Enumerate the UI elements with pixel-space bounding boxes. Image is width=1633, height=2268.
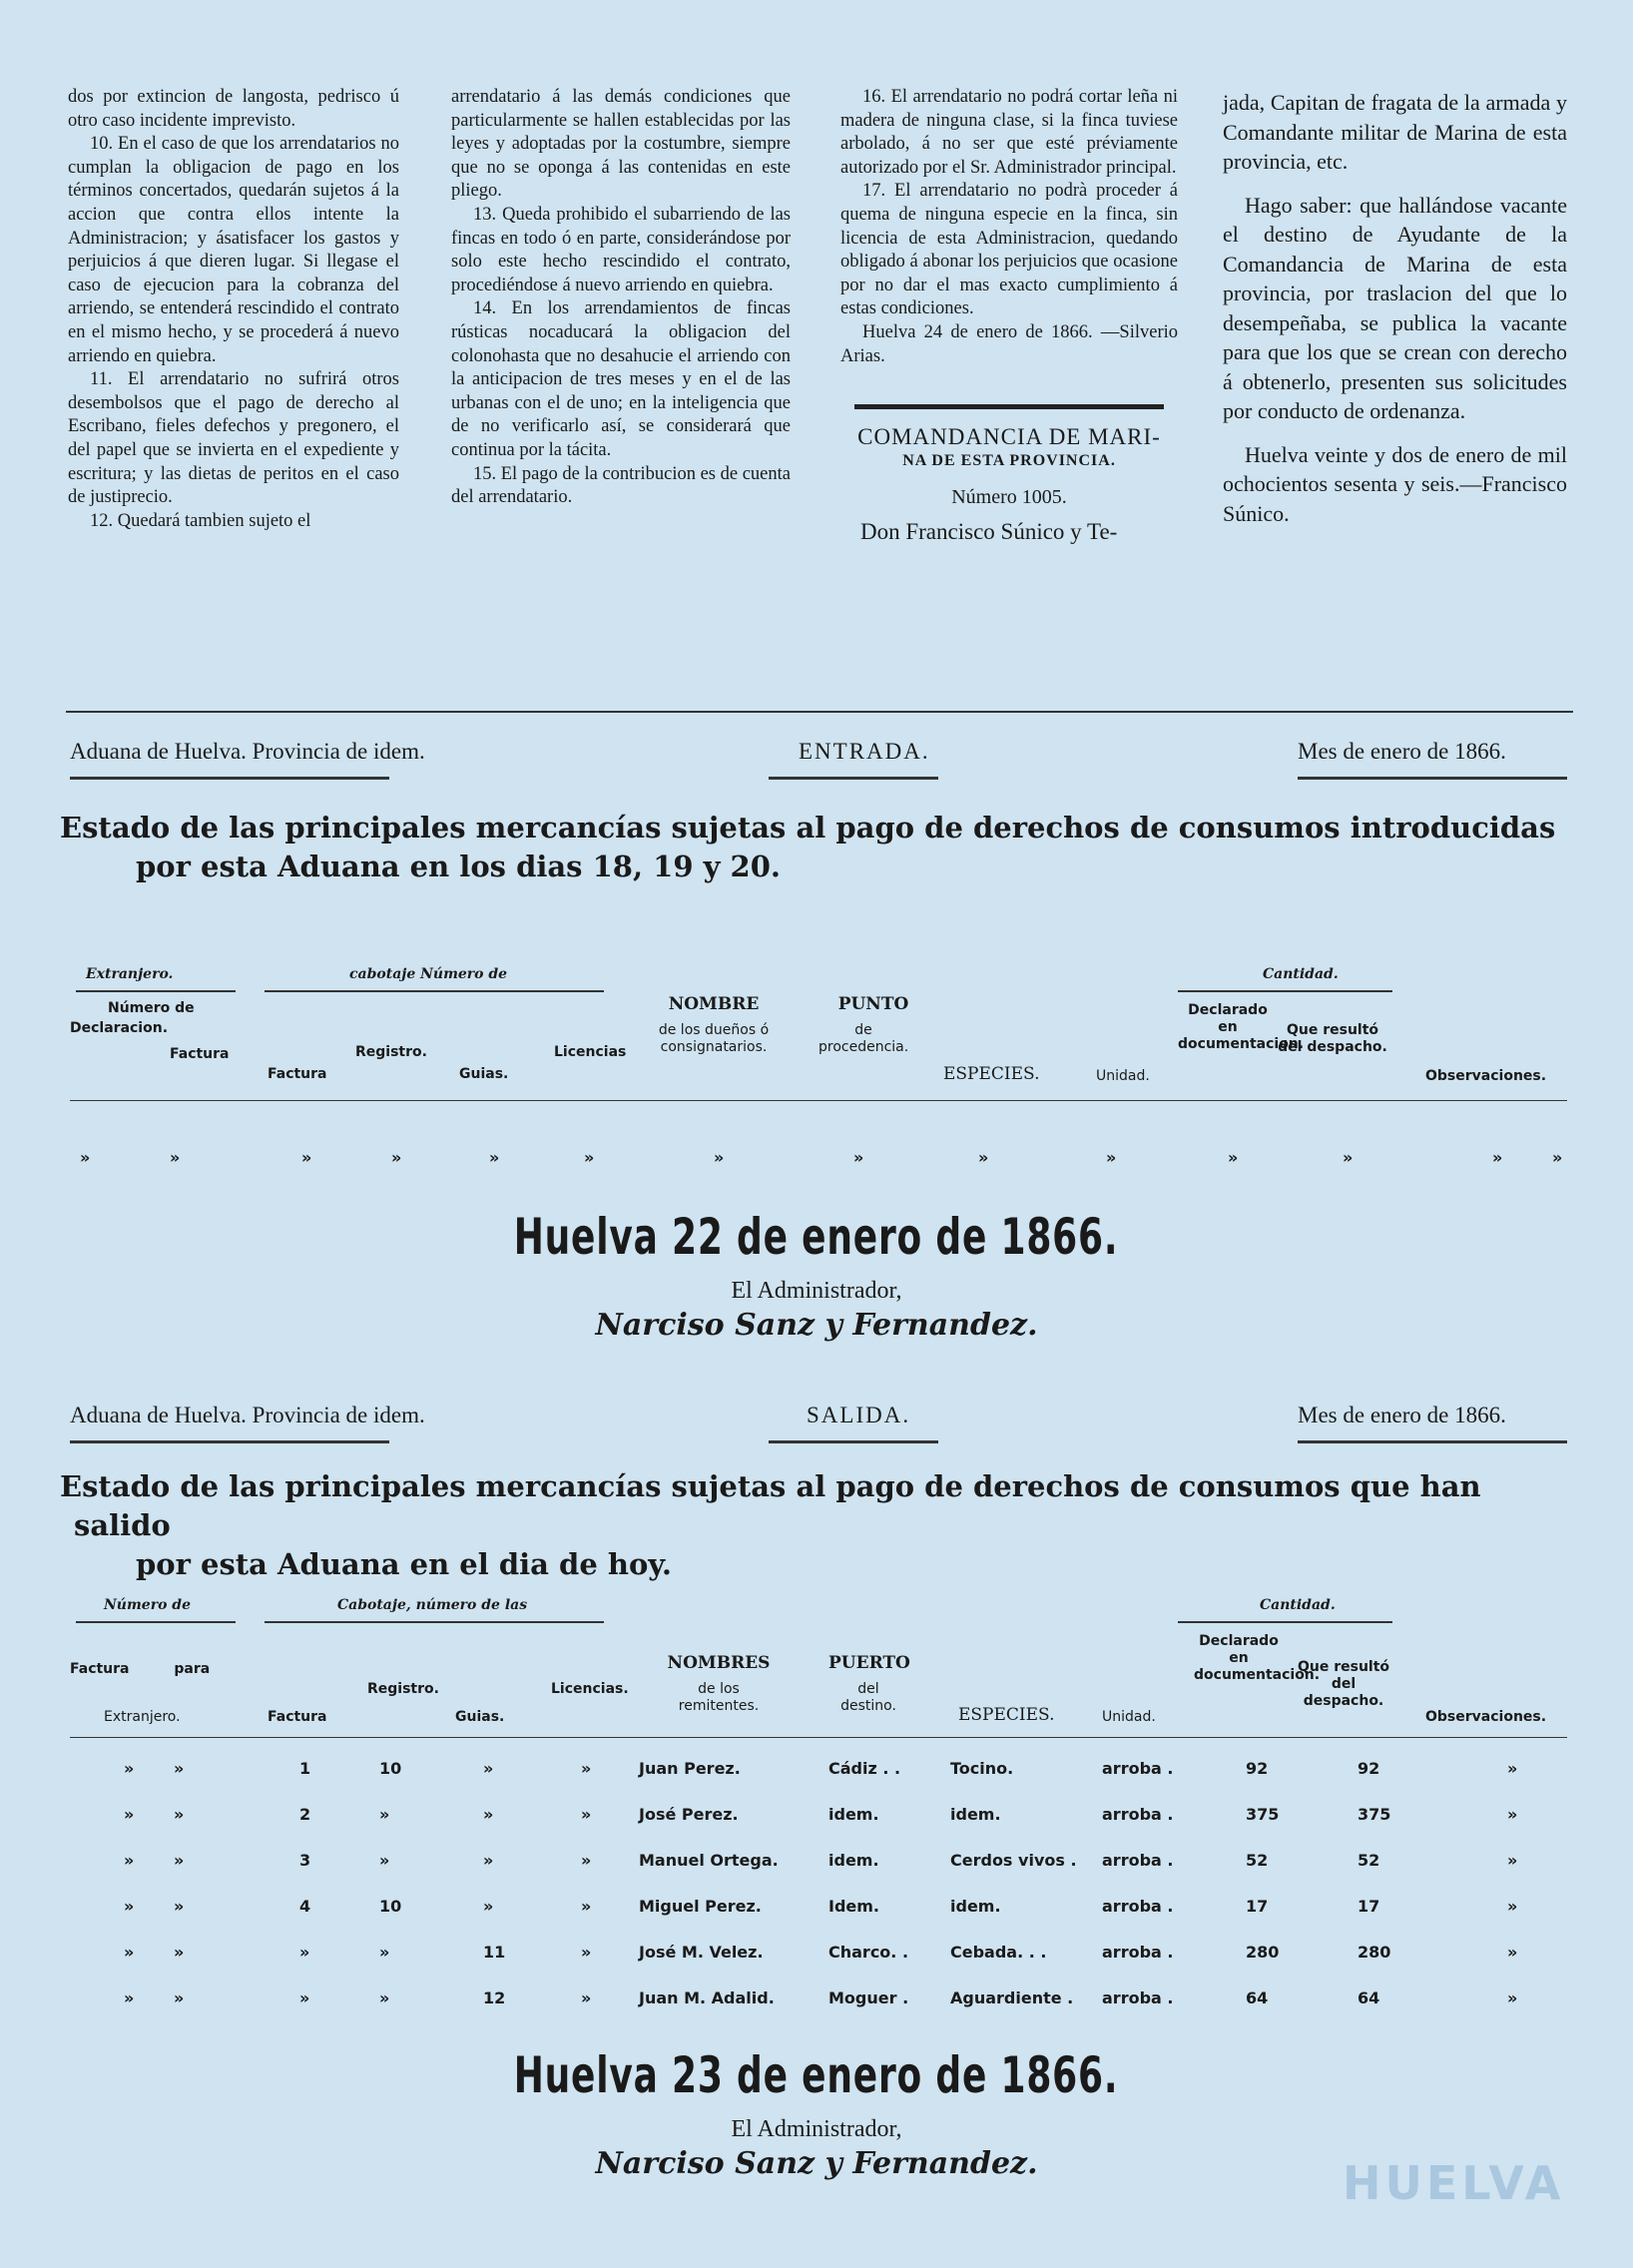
column-1 (68, 86, 399, 533)
col3-tail: Don Francisco Súnico y Te- (860, 518, 1118, 544)
table-cell: » (483, 1759, 494, 1778)
section-divider (854, 404, 1164, 409)
th-declarado: Declarado en documentacion. (1178, 1002, 1305, 1052)
table-cell: Aguardiente . (950, 1988, 1074, 2007)
decree-number: Número 1005. (951, 486, 1067, 509)
table-cell: 375 (1358, 1805, 1391, 1824)
th-factura: Factura (170, 1046, 230, 1062)
rule (1298, 1440, 1567, 1443)
col2-para: 13. Queda prohibido el subarriendo de las fincas en todo ó en parte, considerándose por solo este hecho rescindido el contrato, procediéndose á nuevo arriendo en quiebra. (451, 204, 791, 295)
table-cell: » (853, 1148, 864, 1167)
table-cell: » (124, 1897, 135, 1916)
table-cell: Cádiz . . (828, 1759, 901, 1778)
col3-para: Huelva 24 de enero de 1866. —Silverio Arias. (840, 321, 1178, 366)
salida-mes: Mes de enero de 1866. (1298, 1403, 1506, 1427)
th-punto-sub: de procedencia. (818, 1022, 909, 1055)
rule (76, 990, 236, 992)
th-unidad: Unidad. (1096, 1068, 1150, 1084)
table-cell: » (1507, 1943, 1518, 1962)
table-cell: arroba . (1102, 1759, 1174, 1778)
salida-title-line2: por esta Aduana en el dia de hoy. (136, 1547, 672, 1581)
th-factura-para: Factura para (70, 1661, 211, 1677)
col2-para: 14. En los arrendamientos de fincas rústicas nocaducará la obligacion del colonohasta que no desahucie el arriendo con la anticipacion de tres meses y en el de las urbanas con el de uno; en la inteligencia que de no verificarlo así, se considerará que continua por la tácita. (451, 298, 791, 460)
table-cell: idem. (950, 1897, 1001, 1916)
table-cell: » (124, 1851, 135, 1870)
th-registro: Registro. (355, 1044, 427, 1060)
table-cell: 92 (1246, 1759, 1269, 1778)
salida-title (60, 1467, 1581, 1584)
th-resulto: Que resultó del despacho. (1278, 1022, 1387, 1055)
entrada-mes: Mes de enero de 1866. (1298, 739, 1506, 764)
entrada-administrador: El Administrador, (731, 1278, 902, 1304)
table-cell: 3 (299, 1851, 311, 1870)
table-cell: » (391, 1148, 402, 1167)
th-especies: ESPECIES. (958, 1705, 1055, 1725)
th-registro: Registro. (367, 1681, 439, 1697)
entrada-title-line2: por esta Aduana en los dias 18, 19 y 20. (136, 850, 782, 883)
table-cell: » (174, 1805, 185, 1824)
table-cell: 1 (299, 1759, 311, 1778)
th-resulto: Que resultó del despacho. (1297, 1659, 1390, 1709)
table-cell: » (581, 1851, 592, 1870)
table-cell: » (174, 1897, 185, 1916)
col1-para: 11. El arrendatario no sufrirá otros desembolsos que el pago de derecho al Escribano, fieles defechos y pregonero, el del papel que se invierta en el expediente y escritura; y las dietas de peritos en el caso de justiprecio. (68, 369, 399, 508)
col3-para: 16. El arrendatario no podrá cortar leña ni madera de ninguna clase, si la finca tuviese arbolado, á no ser que esté préviamente autorizado por el Sr. Administrador principal. (840, 87, 1178, 178)
table-cell: 375 (1246, 1805, 1280, 1824)
col3-para: 17. El arrendatario no podrà proceder á quema de ninguna especie en la finca, sin licencia de esta Administracion, quedando obligado á abonar los perjuicios que ocasione por no dar el mas exacto cumplimiento á estas condiciones. (840, 181, 1178, 319)
entrada-fecha-text: Huelva 22 de enero de 1866. (514, 1208, 1119, 1266)
table-cell: » (124, 1943, 135, 1962)
col2-para: 15. El pago de la contribucion es de cuenta del arrendatario. (451, 463, 791, 508)
table-cell: » (379, 1805, 390, 1824)
table-cell: » (170, 1148, 181, 1167)
col1-para: 12. Quedará tambien sujeto el (90, 510, 311, 531)
table-cell: idem. (950, 1805, 1001, 1824)
table-cell: arroba . (1102, 1943, 1174, 1962)
table-cell: 280 (1246, 1943, 1280, 1962)
table-cell: » (1507, 1759, 1518, 1778)
table-cell: arroba . (1102, 1851, 1174, 1870)
th-cantidad: Cantidad. (1263, 966, 1339, 982)
salida-title-line1: Estado de las principales mercancías sujetas al pago de derechos de consumos que han salido (60, 1469, 1481, 1542)
col1-para: dos por extincion de langosta, pedrisco ú otro caso incidente imprevisto. (68, 87, 399, 131)
th-cabotaje: cabotaje Número de (349, 966, 508, 982)
th-licencias: Licencias (554, 1044, 627, 1060)
table-cell: Idem. (828, 1897, 880, 1916)
rule (1178, 1621, 1392, 1623)
separator-line (66, 711, 1573, 713)
table-cell: » (581, 1988, 592, 2007)
table-cell: » (299, 1943, 310, 1962)
table-cell: arroba . (1102, 1805, 1174, 1824)
th-cabotaje: Cabotaje, número de las (337, 1597, 528, 1613)
table-cell: Charco. . (828, 1943, 909, 1962)
rule (70, 777, 389, 780)
table-cell: Tocino. (950, 1759, 1014, 1778)
rule (769, 777, 938, 780)
table-cell: » (301, 1148, 312, 1167)
table-cell: 17 (1358, 1897, 1380, 1916)
table-cell: José Perez. (639, 1805, 739, 1824)
table-cell: » (581, 1805, 592, 1824)
table-cell: Cerdos vivos . (950, 1851, 1077, 1870)
th-licencias: Licencias. (551, 1681, 629, 1697)
rule (70, 1100, 1567, 1101)
table-cell: Juan M. Adalid. (639, 1988, 775, 2007)
th-nombres-sub: de los remitentes. (678, 1681, 760, 1714)
table-cell: arroba . (1102, 1897, 1174, 1916)
table-cell: » (124, 1805, 135, 1824)
salida-fecha-text: Huelva 23 de enero de 1866. (514, 2046, 1119, 2104)
rule (70, 1737, 1567, 1738)
column-3 (840, 86, 1178, 544)
salida-tipo: SALIDA. (807, 1403, 911, 1427)
entrada-firma: Narciso Sanz y Fernandez. (595, 1308, 1038, 1343)
table-cell: » (978, 1148, 989, 1167)
table-cell: » (1507, 1805, 1518, 1824)
table-cell: 17 (1246, 1897, 1269, 1916)
table-cell: Miguel Perez. (639, 1897, 762, 1916)
th-nombres: NOMBRES (667, 1653, 771, 1673)
th-observaciones: Observaciones. (1425, 1068, 1547, 1084)
th-observaciones: Observaciones. (1425, 1709, 1547, 1725)
table-cell: » (299, 1988, 310, 2007)
table-cell: 4 (299, 1897, 311, 1916)
th-factura: Factura (268, 1709, 327, 1725)
col4-para: jada, Capitan de fragata de la armada y Comandante militar de Marina de esta provincia, etc. (1223, 90, 1567, 174)
table-cell: » (174, 1851, 185, 1870)
table-cell: » (483, 1805, 494, 1824)
th-declarado: Declarado en documentacion. (1194, 1633, 1321, 1683)
th-numero-de: Número de (104, 1597, 191, 1613)
table-cell: arroba . (1102, 1988, 1174, 2007)
salida-firma: Narciso Sanz y Fernandez. (595, 2146, 1038, 2181)
salida-fecha (0, 2046, 1633, 2104)
table-cell: » (489, 1148, 500, 1167)
rule (70, 1440, 389, 1443)
col4-para: Hago saber: que hallándose vacante el destino de Ayudante de la Comandancia de Marina de esta provincia, por traslacion del que lo desempeñaba, se publica la vacante para que los que se crean con derecho á obtenerlo, presenten sus solicitudes por conducto de ordenanza. (1223, 192, 1567, 423)
th-nombre-sub: de los dueños ó consignatarios. (658, 1022, 770, 1055)
table-cell: » (174, 1988, 185, 2007)
table-cell: 10 (379, 1759, 402, 1778)
rule (265, 1621, 604, 1623)
table-cell: » (1228, 1148, 1239, 1167)
rule (1178, 990, 1392, 992)
table-cell: Juan Perez. (639, 1759, 741, 1778)
rule (76, 1621, 236, 1623)
table-cell: » (124, 1988, 135, 2007)
table-cell: idem. (828, 1805, 879, 1824)
table-cell: » (124, 1759, 135, 1778)
table-cell: 52 (1246, 1851, 1269, 1870)
th-unidad: Unidad. (1102, 1709, 1156, 1725)
th-puerto: PUERTO (828, 1653, 910, 1673)
col4-para: Huelva veinte y dos de enero de mil ochocientos sesenta y seis.—Francisco Súnico. (1223, 441, 1567, 526)
table-cell: Moguer . (828, 1988, 909, 2007)
table-cell: » (174, 1759, 185, 1778)
table-cell: » (1552, 1148, 1563, 1167)
entrada-fecha (0, 1208, 1633, 1266)
entrada-title-line1: Estado de las principales mercancías sujetas al pago de derechos de consumos introducidas (60, 811, 1556, 845)
th-extranjero: Extranjero. (104, 1709, 181, 1725)
rule (769, 1440, 938, 1443)
entrada-tipo: ENTRADA. (799, 739, 930, 764)
table-cell: » (1507, 1988, 1518, 2007)
table-cell: » (581, 1943, 592, 1962)
table-cell: » (1106, 1148, 1117, 1167)
th-declaracion: Declaracion. (70, 1020, 169, 1036)
table-cell: » (1507, 1851, 1518, 1870)
salida-aduana: Aduana de Huelva. Provincia de idem. (70, 1403, 425, 1427)
table-cell: » (379, 1988, 390, 2007)
table-cell: José M. Velez. (639, 1943, 764, 1962)
table-cell: » (1343, 1148, 1354, 1167)
th-extranjero: Extranjero. (86, 966, 174, 982)
entrada-aduana: Aduana de Huelva. Provincia de idem. (70, 739, 425, 764)
th-guias: Guias. (455, 1709, 505, 1725)
table-cell: » (379, 1943, 390, 1962)
table-cell: 10 (379, 1897, 402, 1916)
salida-administrador: El Administrador, (731, 2116, 902, 2142)
table-cell: » (1492, 1148, 1503, 1167)
table-cell: » (174, 1943, 185, 1962)
table-cell: 280 (1358, 1943, 1391, 1962)
table-cell: Manuel Ortega. (639, 1851, 779, 1870)
th-factura-cab: Factura (268, 1066, 327, 1082)
library-stamp: HUELVA (1343, 2156, 1565, 2210)
table-cell: » (584, 1148, 595, 1167)
section-title: COMANDANCIA DE MARI- (857, 424, 1161, 450)
table-cell: 92 (1358, 1759, 1380, 1778)
table-cell: » (483, 1851, 494, 1870)
column-4 (1223, 88, 1567, 528)
entrada-title (60, 809, 1581, 886)
table-cell: » (1507, 1897, 1518, 1916)
col2-para: arrendatario á las demás condiciones que particularmente se hallen establecidas por las leyes y adoptadas por la costumbre, siempre que no se oponga á las contenidas en este pliego. (451, 87, 791, 202)
table-cell: Cebada. . . (950, 1943, 1047, 1962)
th-puerto-sub: del destino. (840, 1681, 896, 1714)
section-subtitle: NA DE ESTA PROVINCIA. (902, 451, 1116, 469)
th-guias: Guias. (459, 1066, 509, 1082)
table-cell: 2 (299, 1805, 311, 1824)
column-2 (451, 86, 791, 510)
th-nombre: NOMBRE (668, 994, 760, 1014)
table-cell: » (483, 1897, 494, 1916)
table-cell: 11 (483, 1943, 506, 1962)
table-cell: » (379, 1851, 390, 1870)
table-cell: » (714, 1148, 725, 1167)
rule (265, 990, 604, 992)
col1-para: 10. En el caso de que los arrendatarios no cumplan la obligacion de pago en los términos concertados, quedarán sujetos á la accion que contra ellos intente la Administracion; y ásatisfacer los gastos y perjuicios á que dieren lugar. Si llegase el caso de ejecucion para la cobranza del arriendo, se entenderá rescindido el contrato en el mismo hecho, y se procederá á nuevo arriendo en quiebra. (68, 134, 399, 366)
th-numero-de: Número de (108, 1000, 195, 1016)
th-punto: PUNTO (837, 994, 909, 1014)
th-especies: ESPECIES. (943, 1064, 1040, 1084)
table-cell: 64 (1358, 1988, 1380, 2007)
rule (1298, 777, 1567, 780)
table-cell: idem. (828, 1851, 879, 1870)
table-cell: 12 (483, 1988, 506, 2007)
th-cantidad: Cantidad. (1260, 1597, 1336, 1613)
table-cell: 64 (1246, 1988, 1269, 2007)
table-cell: » (581, 1897, 592, 1916)
table-cell: » (80, 1148, 91, 1167)
table-cell: 52 (1358, 1851, 1380, 1870)
table-cell: » (581, 1759, 592, 1778)
